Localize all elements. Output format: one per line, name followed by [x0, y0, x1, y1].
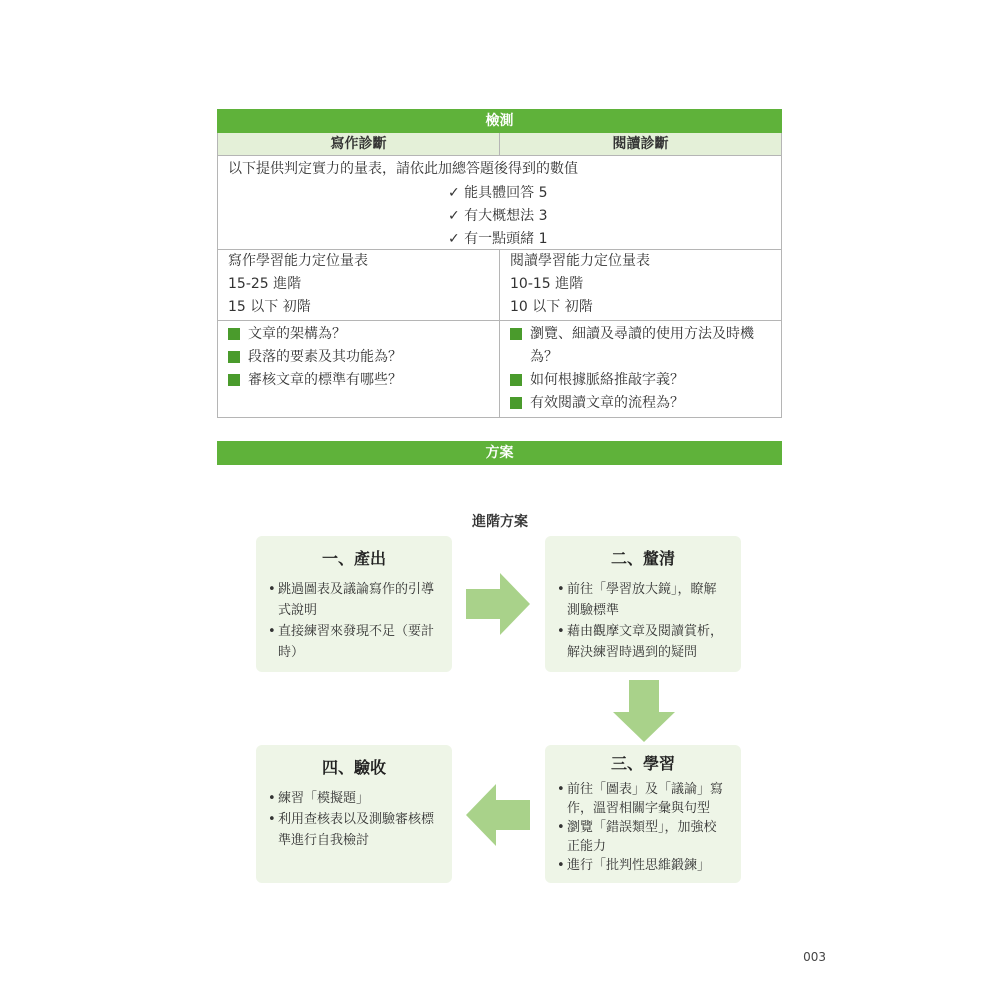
- list-item: • 進行「批判性思維鍛鍊」: [557, 858, 711, 873]
- step-title: 三、學習: [610, 754, 675, 773]
- list-item: • 利用查核表以及測驗審核標準進行自我檢討: [268, 809, 440, 851]
- arrow-right-icon: [466, 573, 530, 635]
- detect-header: 檢測: [217, 109, 782, 133]
- step-title: 一、產出: [321, 549, 386, 568]
- scoring-instructions: [217, 156, 782, 250]
- writing-scale: [218, 250, 500, 320]
- scale-row: [217, 250, 782, 321]
- list-item: 有效閱讀文章的流程為？: [500, 392, 781, 415]
- square-bullet-icon: [510, 328, 522, 340]
- bullet-icon: •: [268, 812, 276, 827]
- plan-subtitle: 進階方案: [472, 514, 528, 530]
- list-item: • 跳過圖表及議論寫作的引導式說明: [268, 579, 440, 621]
- detect-table: [217, 109, 782, 418]
- list-item: 如何根據脈絡推敲字義？: [500, 369, 781, 392]
- list-item: 審核文章的標準有哪些？: [218, 369, 499, 392]
- step-title: 二、釐清: [610, 549, 675, 568]
- bullet-icon: •: [557, 820, 565, 835]
- plan-header: 方案: [217, 441, 782, 465]
- list-item: • 藉由觀摩文章及閱讀賞析，解決練習時遇到的疑問: [557, 621, 729, 663]
- list-item: 瀏覽、細讀及尋讀的使用方法及時機為？: [500, 323, 781, 369]
- reading-scale: [500, 250, 781, 320]
- reading-scale-advanced: 10-15 進階: [510, 276, 584, 292]
- list-item: • 直接練習來發現不足（要計時）: [268, 621, 440, 663]
- check-item: ✓ 能具體回答 5: [448, 185, 548, 201]
- bullet-icon: •: [557, 582, 565, 597]
- arrow-left-icon: [466, 784, 530, 846]
- square-bullet-icon: [228, 351, 240, 363]
- writing-scale-title: 寫作學習能力定位量表: [228, 253, 368, 269]
- list-item: • 練習「模擬題」: [268, 788, 440, 809]
- check-item: ✓ 有大概想法 3: [448, 208, 548, 224]
- list-item: • 瀏覽「錯誤類型」，加強校正能力: [557, 820, 717, 854]
- questions-row: [217, 321, 782, 418]
- check-item: ✓ 有一點頭緒 1: [448, 231, 548, 247]
- list-item: • 前往「圖表」及「議論」寫作，溫習相關字彙與句型: [557, 782, 724, 816]
- reading-scale-title: 閱讀學習能力定位量表: [510, 253, 650, 269]
- step-produce-box: [256, 536, 452, 672]
- square-bullet-icon: [510, 397, 522, 409]
- detect-column-headers: [217, 133, 782, 156]
- list-item: 段落的要素及其功能為？: [218, 346, 499, 369]
- writing-scale-advanced: 15-25 進階: [228, 276, 302, 292]
- reading-questions: [500, 321, 781, 417]
- square-bullet-icon: [228, 374, 240, 386]
- list-item: 文章的架構為？: [218, 323, 499, 346]
- step-title: 四、驗收: [321, 758, 386, 777]
- reading-diagnosis-header: 閱讀診斷: [612, 136, 669, 152]
- reading-scale-basic: 10 以下 初階: [510, 299, 593, 315]
- bullet-icon: •: [557, 782, 565, 797]
- square-bullet-icon: [228, 328, 240, 340]
- writing-diagnosis-header: 寫作診斷: [218, 133, 500, 155]
- list-item: • 前往「學習放大鏡」，瞭解測驗標準: [557, 579, 729, 621]
- writing-questions: [218, 321, 500, 417]
- bullet-icon: •: [268, 791, 276, 806]
- step-clarify-box: [545, 536, 741, 672]
- bullet-icon: •: [268, 582, 276, 597]
- arrow-down-icon: [613, 680, 675, 742]
- square-bullet-icon: [510, 374, 522, 386]
- step-learn-box: [545, 745, 741, 883]
- bullet-icon: •: [557, 624, 565, 639]
- page-number: 003: [803, 950, 826, 964]
- step-verify-box: [256, 745, 452, 883]
- bullet-icon: •: [268, 624, 276, 639]
- intro-text: 以下提供判定實力的量表，請依此加總答題後得到的數值: [228, 161, 578, 177]
- bullet-icon: •: [557, 858, 565, 873]
- writing-scale-basic: 15 以下 初階: [228, 299, 311, 315]
